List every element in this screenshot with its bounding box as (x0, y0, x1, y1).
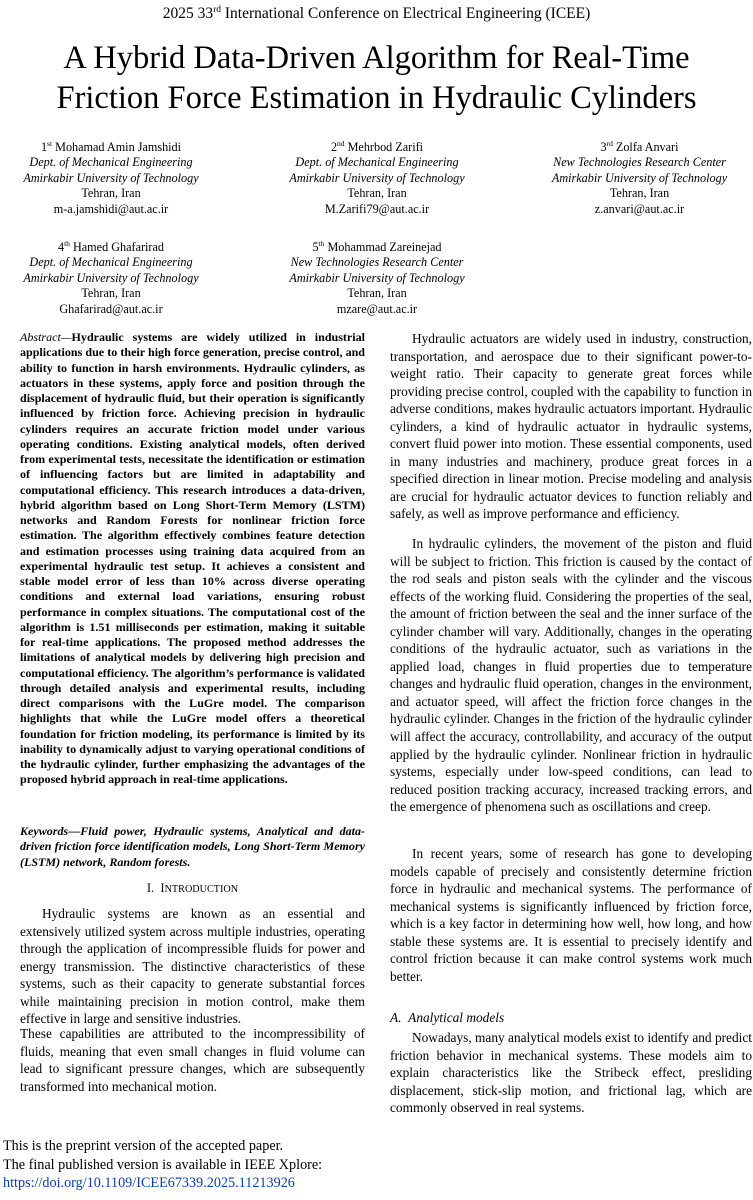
author-dept: New Technologies Research Center (290, 255, 464, 270)
author-email[interactable]: mzare@aut.ac.ir (336, 301, 418, 316)
author-dept: New Technologies Research Center (553, 155, 726, 170)
intro-paragraph-2: These capabilities are attributed to the incompressibility of fluids, meaning that even small changes in fluid volume can lead to significant pressure changes, which are subsequently transformed into mechanical motion. (20, 1026, 365, 1094)
author-city: Tehran, Iran (609, 186, 670, 201)
keywords: Keywords—Fluid power, Hydraulic systems, Analytical and data-driven friction force identification models, Long Short-Term Memory (LSTM) network, Random forests. (20, 824, 365, 869)
abstract-label: Abstract (20, 330, 61, 344)
author-email[interactable]: M.Zarifi79@aut.ac.ir (324, 201, 430, 216)
footer-line-2: The final published version is available in IEEE Xplore: (3, 1156, 323, 1173)
paper-title-line-1: A Hybrid Data-Driven Algorithm for Real-Time (63, 40, 690, 76)
author-city: Tehran, Iran (81, 186, 141, 201)
author-block-5 (262, 236, 492, 317)
author-city: Tehran, Iran (81, 286, 141, 301)
subsection-heading-analytical-models (390, 1009, 752, 1026)
paper-title-line-2: Friction Force Estimation in Hydraulic Cylinders (56, 80, 697, 116)
author-univ: Amirkabir University of Technology (23, 170, 199, 185)
conference-suffix: International Conference on Electrical Engineering (ICEE) (221, 5, 591, 23)
section-numeral: I. (146, 881, 155, 895)
doi-link[interactable]: https://doi.org/10.1109/ICEE67339.2025.11213926 (3, 1175, 295, 1191)
subsection-title: Analytical models (408, 1010, 505, 1025)
abstract-dash: — (60, 330, 72, 344)
intro-paragraph-4: In hydraulic cylinders, the movement of the piston and fluid will be subject to friction. This friction is caused by the contact of the rod seals and piston seals with the cylinder and the viscous effects of the working fluid. Considering the properties of the seal, the amount of friction between the seal and the inner surface of the cylinder chamber will vary. Additionally, changes in the operating conditions of the hydraulic actuator, such as variations in the applied load, changes in fluid properties due to temperature changes and hydraulic fluid operation, changes in the environment, and actuator speed, will affect the friction force changes in the hydraulic cylinder. Changes in the friction of the hydraulic cylinder will affect the accuracy, controllability, and accuracy of the output applied by the hydraulic cylinder. Nonlinear friction in hydraulic systems, especially under low-speed conditions, can lead to reduced position tracking accuracy, increased tracking errors, and the emergence of phenomena such as oscillations and creep. (390, 536, 752, 815)
author-name: 4th Hamed Ghafarirad (57, 239, 164, 255)
conference-prefix: 2025 33 (162, 5, 214, 23)
author-dept: Dept. of Mechanical Engineering (295, 155, 459, 170)
section-title-first-letter: I (160, 881, 165, 895)
author-dept: Dept. of Mechanical Engineering (29, 155, 193, 170)
conference-ordinal: rd (213, 5, 222, 15)
preprint-footer (3, 1137, 322, 1193)
footer-line-1: This is the preprint version of the accepted paper. (3, 1138, 284, 1154)
author-email[interactable]: m-a.jamshidi@aut.ac.ir (53, 201, 169, 216)
author-block-4 (0, 236, 222, 317)
abstract (20, 330, 365, 788)
paper-title (0, 38, 753, 118)
author-name: 5th Mohammad Zareinejad (312, 239, 442, 255)
author-city: Tehran, Iran (347, 186, 407, 201)
subsection-paragraph-1: Nowadays, many analytical models exist to identify and predict friction behavior in mechanical systems. These models aim to explain characteristics like the Stribeck effect, presliding displacement, stick-slip motion, and frictional lag, which are commonly observed in real systems. (390, 1030, 752, 1116)
author-univ: Amirkabir University of Technology (23, 270, 199, 285)
intro-paragraph-3: Hydraulic actuators are widely used in industry, construction, transportation, and aerospace due to their significant power-to-weight ratio. Their capacity to generate great forces while providing precise control, coupled with the capability to function in adverse conditions, makes hydraulic actuators important. Hydraulic cylinders, a kind of hydraulic actuator in hydraulic systems, convert fluid power into motion. These essential components, used in many industries and machinery, produce great forces in a specified direction in linear motion. Precise modeling and analysis are crucial for hydraulic actuator devices to function reliably and safely, as well as improve performance and efficiency. (390, 331, 752, 522)
author-univ: Amirkabir University of Technology (551, 170, 728, 185)
author-univ: Amirkabir University of Technology (289, 270, 465, 285)
intro-paragraph-5: In recent years, some of research has gone to developing models capable of precisely and consistently determine friction force in hydraulic and mechanical systems. The performance of mechanical systems is significantly influenced by friction force, which is a key factor in determining how well, how long, and how stable these systems are. It is essential to precisely identify and control friction because it can make control systems work much better. (390, 846, 752, 984)
author-name: 1st Mohamad Amin Jamshidi (40, 139, 182, 155)
abstract-text: Hydraulic systems are widely utilized in industrial applications due to their high force generation, precise control, and ability to function in harsh environments. Hydraulic cylinders, as actuators in these systems, apply force and position through the displacement of hydraulic fluid, but their operation is significantly influenced by friction force. Achieving precision in hydraulic cylinders requires an accurate friction model under various operating conditions. Existing analytical models, often derived from experimental tests, necessitate the identification or estimation of influencing factors but are limited in adaptability and computational efficiency. This research introduces a data-driven, hybrid algorithm based on Long Short-Term Memory (LSTM) networks and Random Forests for nonlinear friction force estimation. The algorithm effectively combines feature detection and estimation processes using training data acquired from an experimental hydraulic test setup. It achieves a consistent and stable model error of less than 10% across diverse operating conditions and external load variations, ensuring robust performance in complex situations. The computational cost of the algorithm is 1.51 milliseconds per estimation, making it suitable for real-time applications. The proposed method addresses the limitations of analytical models by delivering high precision and computational efficiency. The algorithm’s performance is validated through detailed analysis and experimental results, including direct comparisons with the LuGre model. The comparison highlights that while the LuGre model offers a theoretical foundation for friction modeling, its performance is limited by its inability to dynamically adjust to varying operational conditions of the hydraulic cylinder, further emphasizing the advantages of the proposed hybrid approach in real-time applications. (20, 330, 365, 787)
author-block-1 (0, 136, 222, 217)
author-name: 3rd Zolfa Anvari (600, 139, 679, 155)
conference-header (0, 0, 753, 24)
author-block-3 (526, 136, 753, 217)
section-heading-introduction (20, 880, 365, 898)
intro-paragraph-1: Hydraulic systems are known as an essential and extensively utilized system across multiple industries, operating through the application of incompressible fluids for power and energy transmission. The distinctive characteristics of these systems, such as their capacity to generate substantial forces while maintaining precision in motion control, make them effective in large and sensitive industries. (20, 906, 365, 1027)
section-title-rest: NTRODUCTION (164, 884, 239, 895)
subsection-label: A. (390, 1010, 402, 1025)
author-email[interactable]: z.anvari@aut.ac.ir (594, 201, 685, 216)
author-dept: Dept. of Mechanical Engineering (29, 255, 193, 270)
author-city: Tehran, Iran (347, 286, 407, 301)
author-block-2 (262, 136, 492, 217)
author-univ: Amirkabir University of Technology (289, 170, 465, 185)
author-name: 2nd Mehrbod Zarifi (330, 139, 424, 155)
author-email[interactable]: Ghafarirad@aut.ac.ir (59, 301, 163, 316)
